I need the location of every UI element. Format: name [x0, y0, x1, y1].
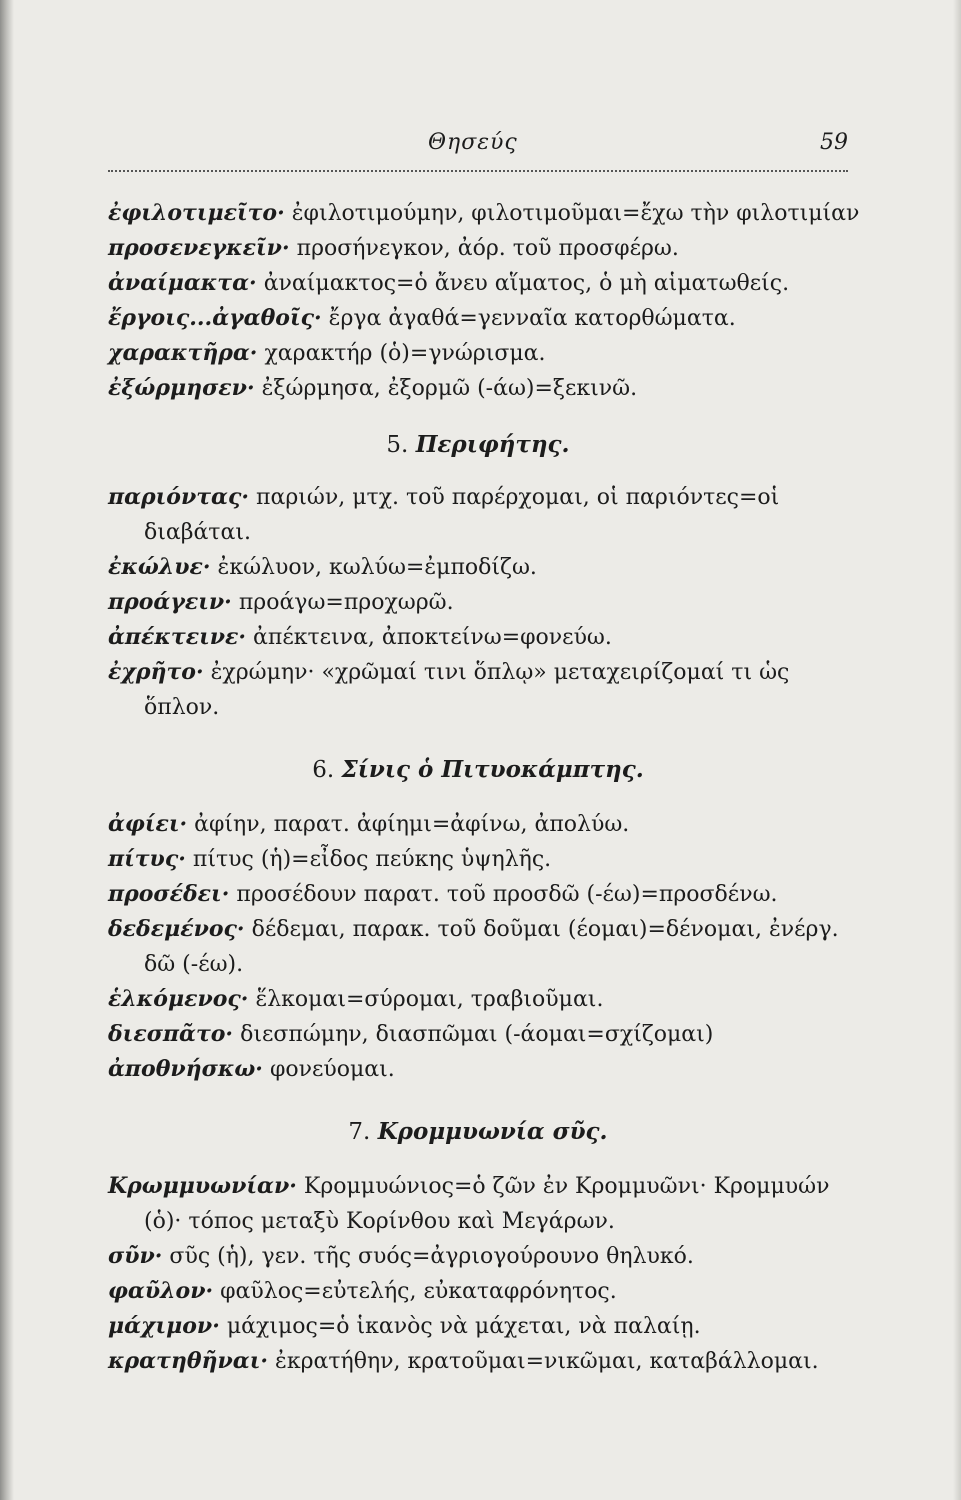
gloss-definition: ἐφιλοτιμούμην, φιλοτιμοῦμαι=ἔχω τὴν φιλοτιμίαν [291, 201, 860, 226]
gloss-entry [108, 231, 848, 266]
gloss-entry [108, 655, 848, 725]
gloss-term: ἀπέκτεινε· [108, 624, 247, 650]
gloss-term: προσενεγκεῖν· [108, 235, 290, 261]
gloss-term: μάχιμον· [108, 1313, 220, 1339]
gloss-entry [108, 585, 848, 620]
gloss-definition: ἀφίην, παρατ. ἀφίημι=ἀφίνω, ἀπολύω. [194, 812, 630, 837]
gloss-definition: διεσπώμην, διασπῶμαι (-άομαι=σχίζομαι) [240, 1022, 714, 1047]
page-header [108, 130, 848, 160]
gloss-term: πίτυς· [108, 846, 186, 872]
gloss-entry [108, 196, 860, 231]
gloss-entry [108, 480, 848, 550]
gloss-term: παριόντας· [108, 484, 250, 510]
gloss-definition: μάχιμος=ὁ ἱκανὸς νὰ μάχεται, νὰ παλαίῃ. [226, 1314, 701, 1339]
gloss-entry [108, 1274, 848, 1309]
gloss-entry [108, 371, 848, 406]
gloss-term: φαῦλον· [108, 1278, 214, 1304]
gloss-definition: πίτυς (ἡ)=εἶδος πεύκης ὑψηλῆς. [192, 847, 552, 872]
gloss-entry [108, 550, 848, 585]
gloss-definition: φονεύομαι. [269, 1057, 395, 1082]
gloss-term: ἔργοις...ἀγαθοῖς· [108, 305, 322, 331]
section-title: Σίνις ὁ Πιτυοκάμπτης. [341, 756, 644, 783]
gloss-entry [108, 842, 848, 877]
gloss-definition: ἐχρώμην· «χρῶμαί τινι ὅπλῳ» μεταχειρίζομαί τι ὡς ὅπλον. [144, 660, 790, 720]
page-binding-edge [0, 0, 14, 1500]
gloss-definition: ἐξώρμησα, ἐξορμῶ (-άω)=ξεκινῶ. [261, 376, 638, 401]
gloss-entry [108, 1052, 848, 1087]
gloss-term: χαρακτῆρα· [108, 340, 258, 366]
gloss-definition: ἔργα ἀγαθά=γενναῖα κατορθώματα. [328, 306, 736, 331]
gloss-definition: προσέδουν παρατ. τοῦ προσδῶ (-έω)=προσδένω. [236, 882, 778, 907]
gloss-definition: προάγω=προχωρῶ. [238, 590, 454, 615]
gloss-term: προσέδει· [108, 881, 230, 907]
gloss-term: ἐκώλυε· [108, 554, 211, 580]
gloss-definition: ἐκώλυον, κωλύω=ἐμποδίζω. [217, 555, 537, 580]
gloss-entry [108, 1344, 848, 1379]
gloss-entry [108, 982, 848, 1017]
gloss-term: ἑλκόμενος· [108, 986, 249, 1012]
gloss-definition: Κρομμυώνιος=ὁ ζῶν ἐν Κρομμυῶνι· Κρομμυών (ὁ)· τόπος μεταξὺ Κορίνθου καὶ Μεγάρων. [144, 1174, 830, 1234]
gloss-term: Κρωμμυωνίαν· [108, 1173, 297, 1199]
section-title: Κρομμυωνία σῦς. [377, 1118, 608, 1145]
gloss-definition: προσήνεγκον, ἀόρ. τοῦ προσφέρω. [296, 236, 679, 261]
gloss-term: ἐφιλοτιμεῖτο· [108, 200, 285, 226]
section-heading-6 [108, 755, 848, 785]
gloss-entry [108, 1169, 848, 1239]
gloss-entry [108, 301, 848, 336]
gloss-definition: δέδεμαι, παρακ. τοῦ δοῦμαι (έομαι)=δένομαι, ἐνέργ. δῶ (-έω). [144, 917, 839, 977]
gloss-entry [108, 807, 848, 842]
gloss-entry [108, 336, 848, 371]
gloss-term: ἐχρῆτο· [108, 659, 204, 685]
gloss-definition: ἐκρατήθην, κρατοῦμαι=νικῶμαι, καταβάλλομαι. [275, 1349, 819, 1374]
gloss-term: ἀποθνήσκω· [108, 1056, 263, 1082]
gloss-definition: φαῦλος=εὐτελής, εὐκαταφρόνητος. [220, 1279, 617, 1304]
gloss-entry [108, 266, 848, 301]
gloss-term: ἐξώρμησεν· [108, 375, 255, 401]
gloss-term: κρατηθῆναι· [108, 1348, 269, 1374]
gloss-definition: ἕλκομαι=σύρομαι, τραβιοῦμαι. [255, 987, 604, 1012]
gloss-definition: ἀναίμακτος=ὁ ἄνευ αἵματος, ὁ μὴ αἱματωθείς. [263, 271, 790, 296]
section-number: 5. [386, 432, 409, 458]
gloss-entry [108, 1309, 848, 1344]
gloss-term: σῦν· [108, 1243, 163, 1269]
gloss-entry [108, 1017, 848, 1052]
gloss-definition: ἀπέκτεινα, ἀποκτείνω=φονεύω. [253, 625, 612, 650]
gloss-term: ἀναίμακτα· [108, 270, 257, 296]
gloss-entry [108, 877, 848, 912]
gloss-definition: χαρακτήρ (ὁ)=γνώρισμα. [264, 341, 546, 366]
section-heading-5 [108, 430, 848, 460]
gloss-term: προάγειν· [108, 589, 232, 615]
page-right-edge [953, 0, 961, 1500]
glossary-body [108, 196, 860, 1379]
section-title: Περιφήτης. [415, 431, 570, 458]
page-number: 59 [820, 130, 848, 155]
running-title: Θησεύς [428, 130, 518, 155]
section-number: 7. [348, 1119, 371, 1145]
gloss-term: δεδεμένος· [108, 916, 245, 942]
section-number: 6. [312, 757, 335, 783]
gloss-entry [108, 912, 848, 982]
section-heading-7 [108, 1117, 848, 1147]
gloss-entry [108, 620, 848, 655]
gloss-term: διεσπᾶτο· [108, 1021, 234, 1047]
header-dotted-rule [108, 170, 848, 172]
gloss-definition: παριών, μτχ. τοῦ παρέρχομαι, οἱ παριόντες=οἱ διαβάται. [144, 485, 780, 545]
gloss-definition: σῦς (ἡ), γεν. τῆς συός=ἀγριογούρουνο θηλυκό. [169, 1244, 694, 1269]
gloss-entry [108, 1239, 848, 1274]
gloss-term: ἀφίει· [108, 811, 188, 837]
